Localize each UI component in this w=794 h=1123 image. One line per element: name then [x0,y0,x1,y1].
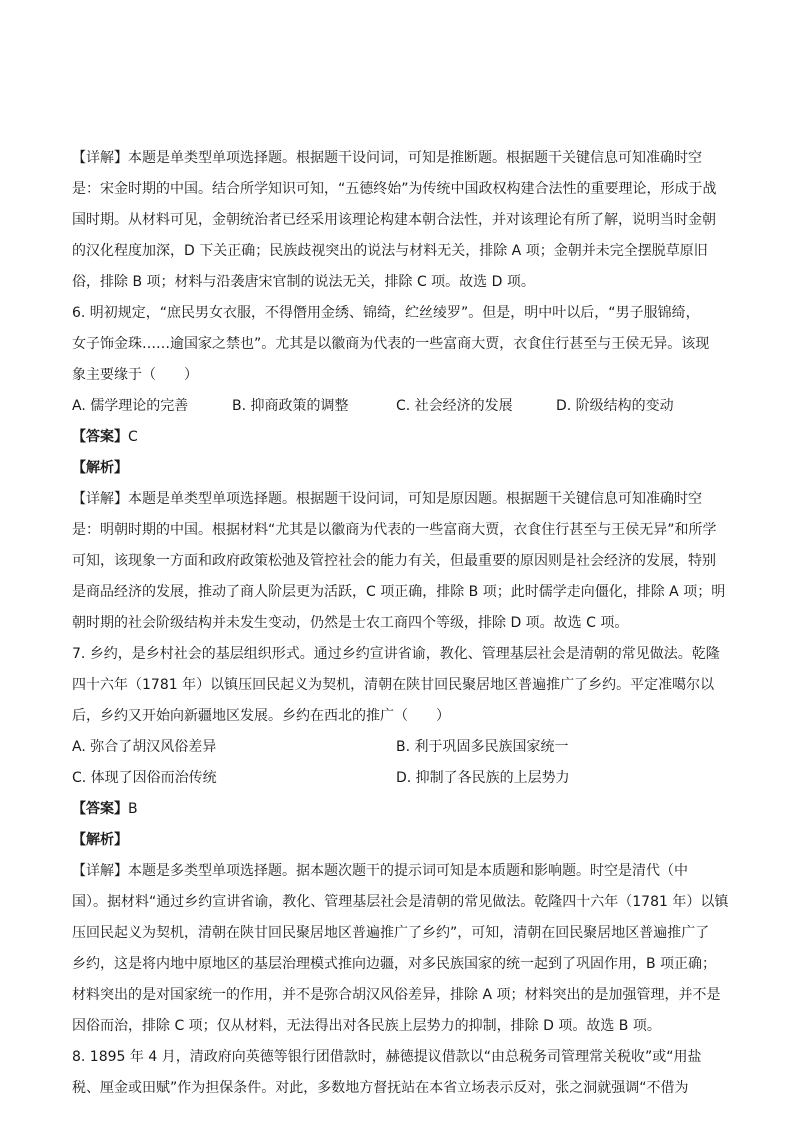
option-a: A. 儒学理论的完善 [72,398,189,414]
text-line: 国）。据材料“通过乡约宣讲省谕，教化、管理基层社会是清朝的常见做法。乾隆四十六年（1781 年）以镇 [72,894,729,910]
text-line: 压回民起义为契机，清朝在陕甘回民聚居地区普遍推广了乡约”，可知，清朝在回民聚居地区普遍推广了 [72,925,710,941]
question-8 [72,1042,724,1104]
text-line: 是：明朝时期的中国。根据材料“尤其是以徽商为代表的一些富商大贾，衣食住行甚至与王侯无异”和所学 [72,522,717,538]
question-stem: 8. 1895 年 4 月，清政府向英德等银行团借款时，赫德提议借款以“由总税务司管理常关税收”或“用盐 [72,1049,702,1065]
answer-value: C [128,429,138,445]
option-d: D. 抑制了各民族的上层势力 [396,770,570,786]
text-line: 可知，该现象一方面和政府政策松弛及管控社会的能力有关，但最重要的原因则是社会经济的发展，特别 [72,553,716,569]
option-a: A. 弥合了胡汉风俗差异 [72,739,217,755]
answer-label: 【答案】 [72,801,128,817]
question-6 [72,298,724,639]
question-stem: 6. 明初规定，“庶民男女衣服，不得僭用金绣、锦绮，纻丝绫罗”。但是，明中叶以后，“男子服锦绮， [72,305,700,321]
text-line: 俗，排除 B 项；材料与沿袭唐宋官制的说法无关，排除 C 项。故选 D 项。 [72,274,535,290]
text-line: 材料突出的是对国家统一的作用，并不是弥合胡汉风俗差异，排除 A 项；材料突出的是加强管理，并不是 [72,987,721,1003]
document-page [72,143,729,1104]
text-line: 【详解】本题是单类型单项选择题。根据题干设问词，可知是原因题。根据题干关键信息可知准确时空 [72,491,702,507]
text-line: 国时期。从材料可见，金朝统治者已经采用该理论构建本朝合法性，并对该理论有所了解，说明当时金朝 [72,212,716,228]
q5-detail [72,143,724,298]
analysis-label: 【解析】 [72,832,128,848]
question-stem: 后，乡约又开始向新疆地区发展。乡约在西北的推广（ ） [72,708,450,724]
answer-value: B [128,801,138,817]
analysis-label: 【解析】 [72,460,128,476]
text-line: 【详解】本题是单类型单项选择题。根据题干设问词，可知是推断题。根据题干关键信息可知准确时空 [72,150,702,166]
options-row [72,763,724,794]
text-line: 是商品经济的发展，推动了商人阶层更为活跃，C 项正确，排除 B 项；此时儒学走向僵化，排除 A 项；明 [72,584,726,600]
option-c: C. 体现了因俗而治传统 [72,770,217,786]
question-stem: 7. 乡约，是乡村社会的基层组织形式。通过乡约宣讲省谕，教化、管理基层社会是清朝的常见做法。乾隆 [72,646,720,662]
option-d: D. 阶级结构的变动 [556,398,674,414]
text-line: 朝时期的社会阶级结构并未发生变动，仍然是士农工商四个等级，排除 D 项。故选 C 项。 [72,615,629,631]
question-stem: 四十六年（1781 年）以镇压回民起义为契机，清朝在陕甘回民聚居地区普遍推广了乡约。平定准噶尔以 [72,677,715,693]
text-line: 【详解】本题是多类型单项选择题。据本题次题干的提示词可知是本质题和影响题。时空是清代（中 [72,863,688,879]
text-line: 的汉化程度加深，D 下关正确；民族歧视突出的说法与材料无关，排除 A 项；金朝并未完全摆脱草原旧 [72,243,708,259]
options-row [72,732,724,763]
text-line: 乡约，这是将内地中原地区的基层治理模式推向边疆，对多民族国家的统一起到了巩固作用，B 项正确； [72,956,717,972]
option-b: B. 抑商政策的调整 [232,398,349,414]
question-stem: 象主要缘于（ ） [72,367,198,383]
answer-line [72,794,724,825]
text-line: 是：宋金时期的中国。结合所学知识可知，“五德终始”为传统中国政权构建合法性的重要理论，形成于战 [72,181,717,197]
answer-line [72,422,724,453]
text-line: 因俗而治，排除 C 项；仅从材料，无法得出对各民族上层势力的抑制，排除 D 项。故选 B 项。 [72,1018,661,1034]
option-b: B. 利于巩固多民族国家统一 [396,739,569,755]
question-7 [72,639,729,1042]
question-stem: 税、厘金或田赋”作为担保条件。对此，多数地方督抚站在本省立场表示反对，张之洞就强调“不借为 [72,1080,689,1096]
question-stem: 女子饰金珠……逾国家之禁也”。尤其是以徽商为代表的一些富商大贾，衣食住行甚至与王侯无异。该现 [72,336,710,352]
answer-label: 【答案】 [72,429,128,445]
option-c: C. 社会经济的发展 [396,398,513,414]
options-row [72,391,724,422]
